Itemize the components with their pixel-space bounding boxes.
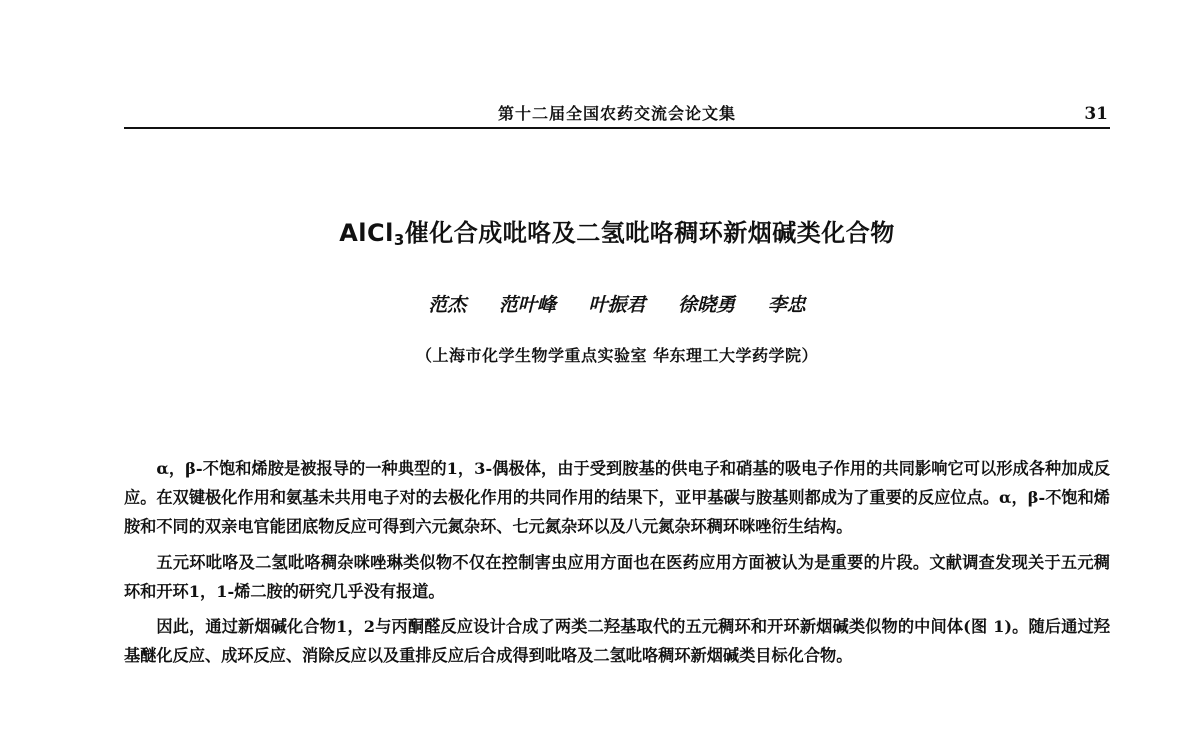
article-title-subscript: 3 [393,231,405,249]
author-name: 范杰 [428,294,467,316]
page-number: 31 [1084,104,1108,124]
author-name: 范叶峰 [498,294,556,316]
body-text [124,454,1110,676]
article-title-rest: 催化合成吡咯及二氢吡咯稠环新烟碱类化合物 [404,219,895,247]
article-title-prefix: AlCl [339,219,394,247]
author-name: 叶振君 [588,294,646,316]
body-paragraph: 五元环吡咯及二氢吡咯稠杂咪唑琳类似物不仅在控制害虫应用方面也在医药应用方面被认为是重要的片段。文献调查发现关于五元稠环和开环1，1-烯二胺的研究几乎没有报道。 [124,552,1110,601]
body-paragraph: 因此，通过新烟碱化合物1，2与丙酮醛反应设计合成了两类二羟基取代的五元稠环和开环新烟碱类似物的中间体(图 1)。随后通过羟基醚化反应、成环反应、消除反应以及重排反应后合成得到吡咯及二氢吡咯稠环新烟碱类目标化合物。 [124,617,1110,666]
author-name: 李忠 [767,294,806,316]
running-header [124,103,1110,129]
journal-title: 第十二届全国农药交流会论文集 [497,104,736,123]
author-affiliation: （上海市化学生物学重点实验室 华东理工大学药学院） [415,346,819,365]
article-title [124,213,1110,253]
author-name: 徐晓勇 [678,294,736,316]
author-list [124,290,1110,320]
body-paragraph: α，β-不饱和烯胺是被报导的一种典型的1，3-偶极体，由于受到胺基的供电子和硝基的吸电子作用的共同影响它可以形成各种加成反应。在双键极化作用和氨基未共用电子对的去极化作用的共同作用的结果下，亚甲基碳与胺基则都成为了重要的反应位点。α，β-不饱和烯胺和不同的双亲电官能团底物反应可得到六元氮杂环、七元氮杂环以及八元氮杂环稠环咪唑衍生结构。 [124,459,1110,537]
